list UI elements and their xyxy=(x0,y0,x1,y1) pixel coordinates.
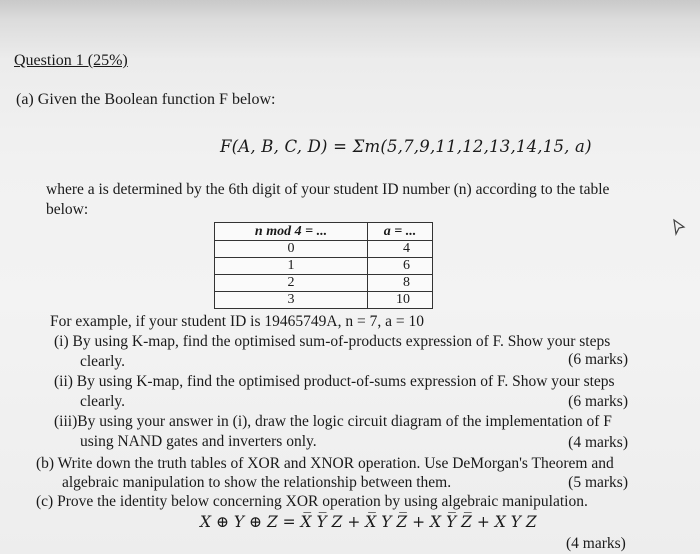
where-text-line1: where a is determined by the 6th digit of your student ID number (n) according to the table xyxy=(46,181,610,198)
table-cell-n: 3 xyxy=(215,292,368,309)
part-b-marks: (5 marks) xyxy=(568,474,628,491)
where-text-line2: below: xyxy=(46,201,89,218)
question-iii-line2: using NAND gates and inverters only. xyxy=(80,433,317,450)
table-cell-a: 4 xyxy=(368,241,433,258)
question-ii-line1: (ii) By using K-map, find the optimised product-of-sums expression of F. Show your steps xyxy=(54,373,615,390)
xor-identity: X ⊕ Y ⊕ Z = X̅ Y̅ Z + X̅ Y Z̅ + X Y̅ Z̅ + X Y Z xyxy=(200,513,537,531)
question-title: Question 1 (25%) xyxy=(14,52,128,69)
example-text: For example, if your student ID is 19465749A, n = 7, a = 10 xyxy=(50,313,424,330)
question-iii-line1: (iii)By using your answer in (i), draw the logic circuit diagram of the implementation of F xyxy=(54,413,612,430)
mouse-cursor-icon xyxy=(672,218,686,236)
table-cell-a: 6 xyxy=(368,258,433,275)
table-row xyxy=(215,241,433,258)
table-header-n-mod: n mod 4 = ... xyxy=(215,223,368,241)
table-cell-n: 1 xyxy=(215,258,368,275)
table-header-a: a = ... xyxy=(368,223,433,241)
table-header-row xyxy=(215,223,433,241)
question-i-line2: clearly. xyxy=(80,353,126,370)
part-b-line1: (b) Write down the truth tables of XOR and XNOR operation. Use DeMorgan's Theorem and xyxy=(36,455,614,472)
table-cell-a: 8 xyxy=(368,275,433,292)
part-b-line2: algebraic manipulation to show the relationship between them. xyxy=(62,474,452,491)
part-c-line1: (c) Prove the identity below concerning XOR operation by using algebraic manipulation. xyxy=(36,493,588,510)
table-cell-a: 10 xyxy=(368,292,433,309)
question-i-line1: (i) By using K-map, find the optimised sum-of-products expression of F. Show your steps xyxy=(54,333,611,350)
part-c-marks: (4 marks) xyxy=(566,535,626,552)
table-row xyxy=(215,275,433,292)
table-row xyxy=(215,292,433,309)
table-row xyxy=(215,258,433,275)
question-i-marks: (6 marks) xyxy=(568,351,628,368)
boolean-function-formula: F(A, B, C, D) = Σm(5,7,9,11,12,13,14,15, a) xyxy=(220,137,592,156)
table-cell-n: 0 xyxy=(215,241,368,258)
question-iii-marks: (4 marks) xyxy=(568,434,628,451)
question-ii-marks: (6 marks) xyxy=(568,393,628,410)
part-a-intro: (a) Given the Boolean function F below: xyxy=(16,91,276,108)
table-cell-n: 2 xyxy=(215,275,368,292)
question-ii-line2: clearly. xyxy=(80,393,126,410)
n-mod-table xyxy=(214,222,433,309)
